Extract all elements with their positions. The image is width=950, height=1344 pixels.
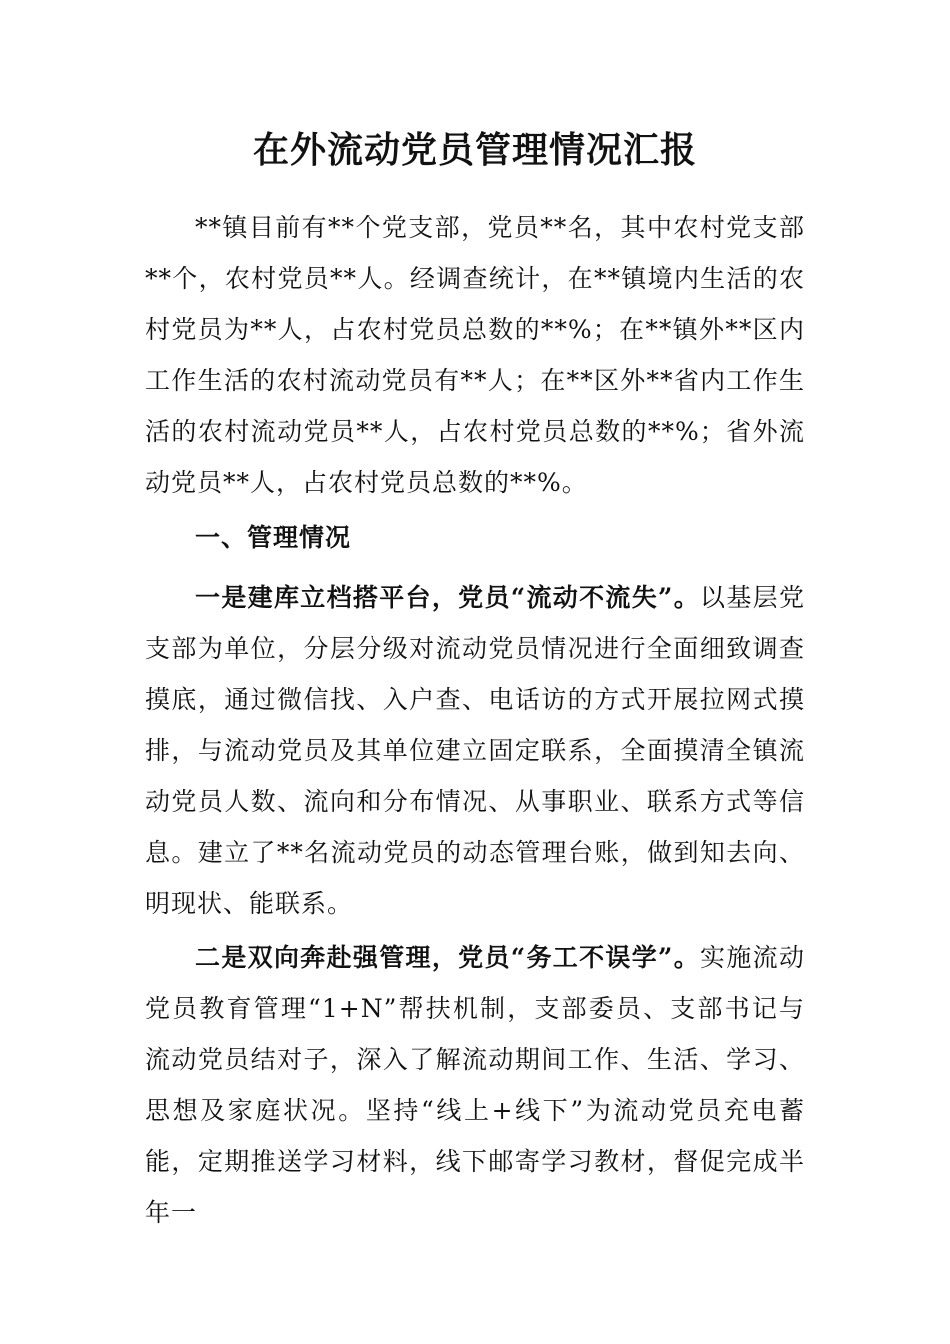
- document-title: 在外流动党员管理情况汇报: [252, 129, 697, 171]
- item-1-text: 以基层党支部为单位，分层分级对流动党员情况进行全面细致调查摸底，通过微信找、入户查、电话访的方式开展拉网式摸排，与流动党员及其单位建立固定联系，全面摸清全镇流动党员人数、流向和分布情况、从事职业、联系方式等信息。建立了**名流动党员的动态管理台账，做到知去向、明现状、能联系。: [145, 583, 805, 918]
- section-heading-management: 一、管理情况: [195, 523, 352, 552]
- item-2-text: 实施流动党员教育管理“1+N”帮扶机制，支部委员、支部书记与流动党员结对子，深入了解流动期间工作、生活、学习、思想及家庭状况。坚持“线上+线下”为流动党员充电蓄能，定期推送学习材料，线下邮寄学习教材，督促完成半年一: [145, 943, 805, 1227]
- paragraph-item-2: [145, 932, 805, 1238]
- intro-paragraph: **镇目前有**个党支部，党员**名，其中农村党支部**个，农村党员**人。经调查统计，在**镇境内生活的农村党员为**人，占农村党员总数的**%；在**镇外**区内工作生活的农村流动党员有**人；在**区外**省内工作生活的农村流动党员**人，占农村党员总数的**%；省外流动党员**人，占农村党员总数的**%。: [145, 213, 805, 497]
- paragraph-item-1: [145, 572, 805, 929]
- item-1-lead: 一是建库立档搭平台，党员“流动不流失”。: [195, 583, 701, 612]
- item-2-lead: 二是双向奔赴强管理，党员“务工不误学”。: [195, 943, 701, 972]
